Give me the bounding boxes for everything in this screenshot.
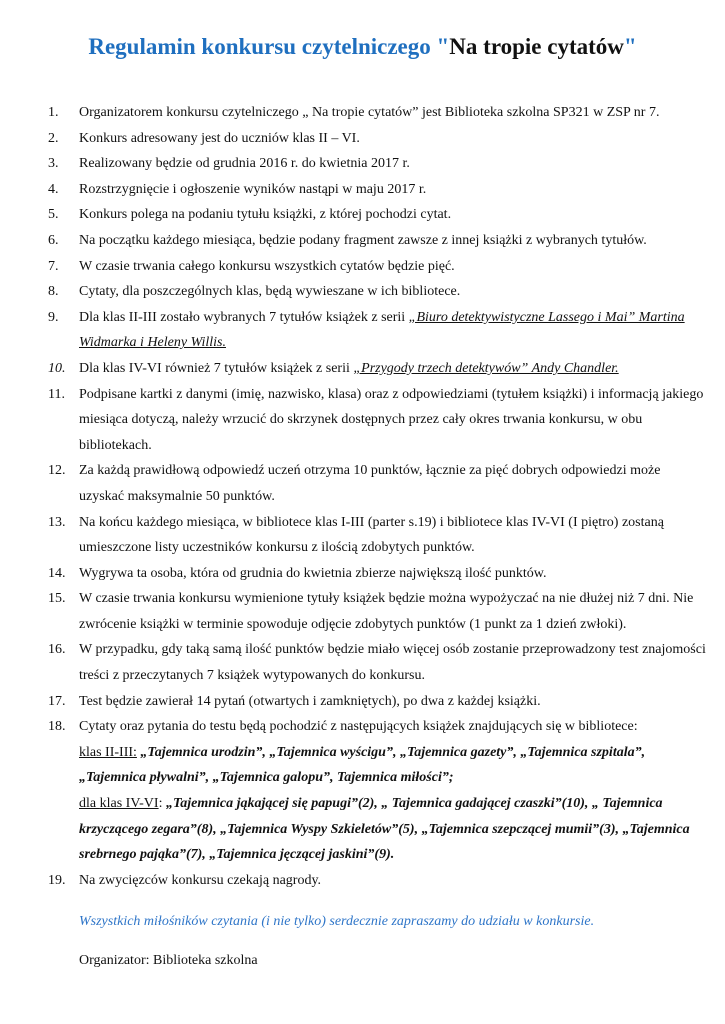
- rule-item: [48, 637, 708, 688]
- rule-item: [48, 100, 708, 126]
- rule-number: 9.: [48, 309, 59, 325]
- rule-number: 16.: [48, 642, 66, 658]
- grade-group-label: klas II-III:: [79, 744, 137, 760]
- grade-group-prefix: dla: [79, 796, 100, 812]
- rules-list: [48, 100, 708, 893]
- rule-text: W przypadku, gdy taką samą ilość punktów będzie miało więcej osób zostanie przeprowadzony test znajomości treści z przeczytanych 7 książek wytypowanych do konkursu.: [79, 642, 706, 684]
- organizer-signature: Organizator: Biblioteka szkolna: [79, 953, 258, 968]
- title-prefix: Regulamin konkursu czytelniczego ": [88, 34, 450, 59]
- rule-number: 6.: [48, 232, 59, 248]
- rule-text: Cytaty oraz pytania do testu będą pochodzić z następujących książek znajdujących się w bibliotece:: [79, 719, 638, 735]
- rule-number: 19.: [48, 872, 66, 888]
- book-series-title: „Biuro detektywistyczne Lassego i Mai” Martina Widmarka i Heleny Willis.: [79, 309, 685, 351]
- rule-item: [48, 510, 708, 561]
- rule-item: [48, 382, 708, 459]
- rule-number: 1.: [48, 105, 59, 120]
- rule-text: Wygrywa ta osoba, która od grudnia do kwietnia zbierze największą ilość punktów.: [79, 565, 547, 581]
- rule-text: Na zwycięzców konkursu czekają nagrody.: [79, 872, 322, 888]
- page-title: [0, 34, 725, 60]
- rule-item: [48, 151, 708, 177]
- rule-item: [48, 305, 708, 356]
- rule-item: [48, 561, 708, 587]
- rule-text: Dla klas IV-VI również 7 tytułów książek z serii: [79, 360, 354, 376]
- rule-text: Rozstrzygnięcie i ogłoszenie wyników nastąpi w maju 2017 r.: [79, 181, 427, 197]
- grade-group-label: klas IV-VI: [99, 796, 159, 812]
- rule-number: 8.: [48, 284, 59, 300]
- grade-group-colon: :: [158, 796, 166, 812]
- rule-text: W czasie trwania konkursu wymienione tytuły książek będzie można wypożyczać na nie dłużej niż 7 dni. Nie zwrócenie książki w terminie spowoduje odjęcie zdobytych punktów (1 punkt za 1 dzień zwłoki).: [79, 591, 694, 632]
- rule-text: Test będzie zawierał 14 pytań (otwartych i zamkniętych), po dwa z każdej książki.: [79, 693, 541, 709]
- rule-text: Na końcu każdego miesiąca, w bibliotece klas I-III (parter s.19) i bibliotece klas IV-VI (I piętro) zostaną umieszczone listy uczestników konkursu z ilością zdobytych punktów.: [79, 514, 664, 556]
- rule-number: 5.: [48, 207, 59, 223]
- rule-text: Organizatorem konkursu czytelniczego „ Na tropie cytatów” jest Biblioteka szkolna SP321 w ZSP nr 7.: [79, 105, 660, 120]
- book-list-grades-2-3: [79, 740, 708, 791]
- rule-item: [48, 254, 708, 280]
- rule-number: 17.: [48, 693, 66, 709]
- rule-number: 11.: [48, 386, 65, 402]
- rule-item: [48, 458, 708, 509]
- rule-number: 3.: [48, 156, 59, 172]
- rule-text: Konkurs adresowany jest do uczniów klas II – VI.: [79, 130, 360, 146]
- rule-item: [48, 228, 708, 254]
- rule-text: Na początku każdego miesiąca, będzie podany fragment zawsze z innej książki z wybranych tytułów.: [79, 232, 647, 248]
- invitation-text: Wszystkich miłośników czytania (i nie tylko) serdecznie zapraszamy do udziału w konkursie.: [79, 914, 595, 929]
- rule-number: 4.: [48, 181, 59, 197]
- rule-item: [48, 126, 708, 152]
- rule-number: 18.: [48, 719, 66, 735]
- rule-item: [48, 202, 708, 228]
- book-series-title: „Przygody trzech detektywów” Andy Chandler.: [353, 360, 619, 376]
- rule-number: 14.: [48, 565, 66, 581]
- book-titles: „Tajemnica jąkającej się papugi”(2), „ Tajemnica gadającej czaszki”(10), „ Tajemnica krzyczącego zegara”(8), „Tajemnica Wyspy Szkieletów”(5), „Tajemnica szepczącej mumii”(3), „Tajemnica srebrnego pająka”(7), „Tajemnica jęczącej jaskini”(9).: [79, 796, 690, 863]
- rule-item: [48, 868, 708, 894]
- rule-number: 10.: [48, 360, 66, 376]
- rule-item: [48, 714, 708, 868]
- rule-text: W czasie trwania całego konkursu wszystkich cytatów będzie pięć.: [79, 258, 455, 274]
- rule-text: Konkurs polega na podaniu tytułu książki, z której pochodzi cytat.: [79, 207, 452, 223]
- rule-text: Cytaty, dla poszczególnych klas, będą wywieszane w ich bibliotece.: [79, 284, 461, 300]
- rule-text: Podpisane kartki z danymi (imię, nazwisko, klasa) oraz z odpowiedziami (tytułem książki) i informacją jakiego miesiąca dotyczą, należy wrzucić do skrzynek dostępnych przez cały okres trwania konkursu, w obu bibliotekach.: [79, 386, 704, 453]
- rule-item: [48, 177, 708, 203]
- rule-item: [48, 356, 708, 382]
- rule-number: 15.: [48, 591, 66, 607]
- rule-number: 7.: [48, 258, 59, 274]
- rule-number: 13.: [48, 514, 66, 530]
- book-list-grades-4-6: [79, 791, 708, 868]
- rule-number: 2.: [48, 130, 59, 146]
- rule-number: 12.: [48, 463, 66, 479]
- title-end-quote: ": [623, 34, 637, 59]
- rule-text: Realizowany będzie od grudnia 2016 r. do kwietnia 2017 r.: [79, 156, 410, 172]
- rule-item: [48, 689, 708, 715]
- book-titles: „Tajemnica urodzin”, „Tajemnica wyścigu”, „Tajemnica gazety”, „Tajemnica szpitala”, „Tajemnica pływalni”, „Tajemnica galopu”, Tajemnica miłości”;: [79, 744, 646, 786]
- rule-item: [48, 279, 708, 305]
- rule-text: Dla klas II-III zostało wybranych 7 tytułów książek z serii: [79, 309, 409, 325]
- rule-item: [48, 586, 708, 637]
- rule-text: Za każdą prawidłową odpowiedź uczeń otrzyma 10 punktów, łącznie za pięć dobrych odpowiedzi może uzyskać maksymalnie 50 punktów.: [79, 463, 661, 504]
- title-quote-name: Na tropie cytatów: [449, 34, 624, 59]
